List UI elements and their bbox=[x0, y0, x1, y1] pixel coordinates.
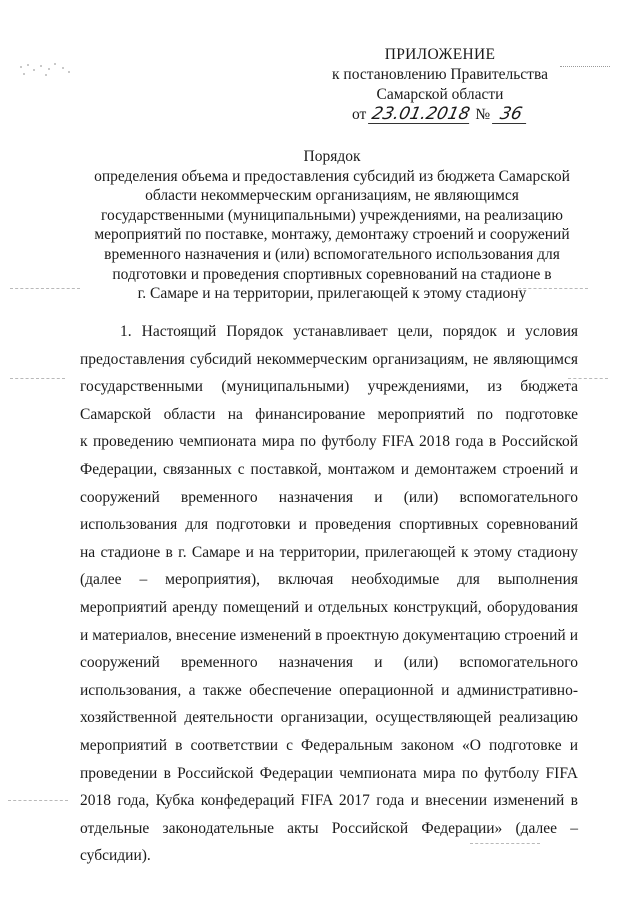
heading-line: г. Самаре и на территории, прилегающей к этому стадиону bbox=[137, 285, 527, 303]
number-prefix: № bbox=[475, 106, 491, 123]
body-line: предоставления субсидий некоммерческим организациям, не являющимся bbox=[80, 350, 578, 368]
appendix-date-line bbox=[300, 105, 580, 125]
body-line: субсидии). bbox=[80, 847, 151, 865]
body-line: Самарской области на финансирование мероприятий по подготовке bbox=[80, 405, 578, 423]
body-line: хозяйственной деятельности организации, осуществляющей реализацию bbox=[80, 709, 578, 727]
body-line: 2018 года, Кубка конфедераций FIFA 2017 года и внесении изменений в bbox=[80, 792, 578, 810]
body-line: использования, а также обеспечение операционной и административно- bbox=[80, 681, 578, 699]
heading-title: Порядок bbox=[303, 148, 361, 165]
document-heading bbox=[72, 147, 592, 304]
body-line: Федерации, связанных с поставкой, монтажом и демонтажем строений и bbox=[80, 460, 578, 478]
heading-line: подготовки и проведения спортивных соревнований на стадионе в bbox=[112, 265, 552, 283]
heading-line: временного назначения и (или) вспомогательного использования для bbox=[104, 245, 560, 263]
date-prefix: от bbox=[351, 106, 367, 123]
body-line: мероприятий аренду помещений и отдельных конструкций, оборудования bbox=[80, 598, 578, 616]
body-line: использования для подготовки и проведения спортивных соревнований bbox=[80, 516, 578, 534]
body-line: (далее – мероприятия), включая необходимые для выполнения bbox=[80, 571, 578, 589]
body-line: и материалов, внесение изменений в проектную документацию строений и bbox=[80, 626, 578, 644]
heading-line: государственными (муниципальными) учреждениями, на реализацию bbox=[101, 206, 563, 224]
appendix-header bbox=[300, 45, 580, 125]
heading-line: определения объема и предоставления субсидий из бюджета Самарской bbox=[94, 167, 570, 185]
handwritten-date: 23.01.2018 bbox=[370, 104, 472, 124]
body-line: сооружений временного назначения и (или) вспомогательного bbox=[80, 654, 578, 672]
heading-line: мероприятий по поставке, монтажу, демонтажу строений и сооружений bbox=[94, 226, 570, 244]
paragraph-1 bbox=[80, 318, 578, 870]
body-line: государственными (муниципальными) учреждениями, из бюджета bbox=[80, 378, 578, 396]
body-line: проведении в Российской Федерации чемпионата мира по футболу FIFA bbox=[80, 764, 578, 782]
scan-dash-mark bbox=[10, 378, 65, 380]
body-line: к проведению чемпионата мира по футболу FIFA 2018 года в Российской bbox=[80, 433, 578, 451]
appendix-subtitle-line2: Самарской области bbox=[376, 86, 504, 103]
body-line: мероприятий в соответствии с Федеральным законом «О подготовке и bbox=[80, 736, 578, 754]
body-line: 1. Настоящий Порядок устанавливает цели, порядок и условия bbox=[120, 323, 578, 340]
body-line: на стадионе в г. Самаре и на территории, прилегающей к этому стадиону bbox=[80, 543, 578, 561]
scan-dash-mark bbox=[10, 288, 80, 290]
appendix-title: ПРИЛОЖЕНИЕ bbox=[384, 46, 496, 63]
scan-dash-mark bbox=[8, 800, 68, 802]
appendix-subtitle-line1: к постановлению Правительства bbox=[332, 66, 548, 83]
heading-line: области некоммерческим организациям, не являющимся bbox=[145, 187, 519, 205]
body-line: сооружений временного назначения и (или) вспомогательного bbox=[80, 488, 578, 506]
body-line: отдельные законодательные акты Российской Федерации» (далее – bbox=[80, 819, 578, 837]
handwritten-number: 36 bbox=[492, 105, 530, 124]
scan-speckles bbox=[18, 62, 78, 82]
